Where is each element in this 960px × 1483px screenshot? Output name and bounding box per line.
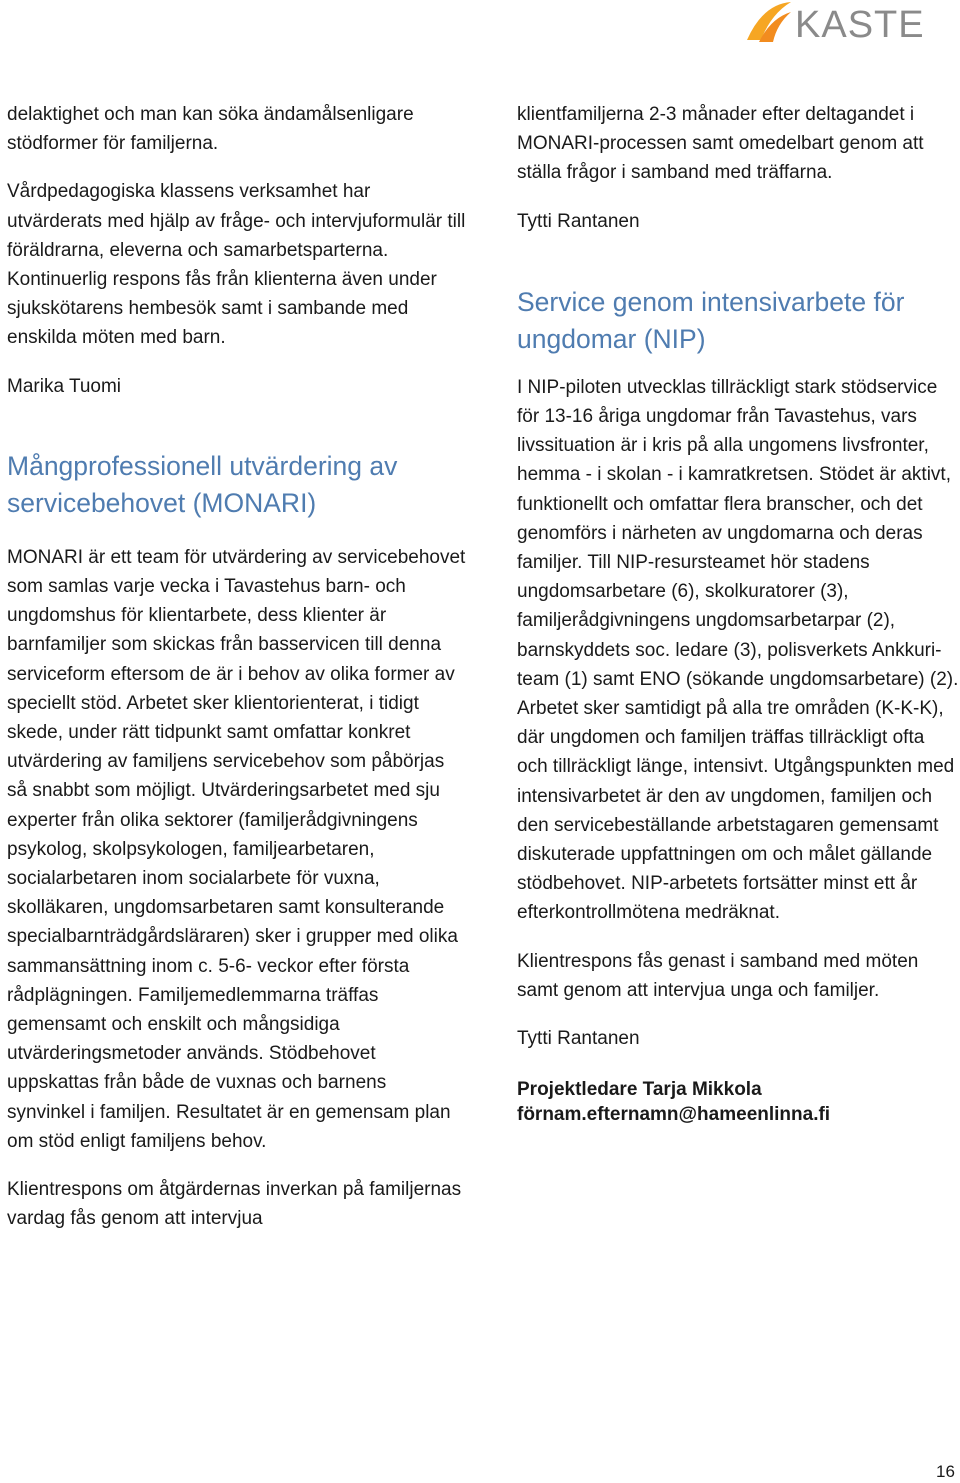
right-author-2: Tytti Rantanen: [517, 1028, 640, 1050]
left-paragraph-4: Klientrespons om åtgärdernas inverkan på familjernas vardag fås genom att intervjua: [7, 1179, 462, 1230]
contact-email: förnam.efternamn@hameenlinna.fi: [517, 1104, 831, 1126]
logo-text: KASTE: [795, 4, 925, 46]
left-author: Marika Tuomi: [7, 375, 122, 397]
contact-name: Projektledare Tarja Mikkola: [517, 1079, 762, 1101]
nip-paragraph: I NIP-piloten utvecklas tillräckligt stark stödservice för 13-16 åriga ungdomar från Tavastehus, vars livssituation är i kris på alla ungomens livsfronter, hemma - i skolan - i kamratkretsen. Stödet är aktivt, funktionellt och omfattar flera branscher, och det genomförs i närheten av ungdomarna och deras familjer. Till NIP-resursteamet hör stadens ungdomsarbetare (6), skolkuratorer (3), familjerådgivningens ungdomsarbetarpar (2), barnskyddets soc. ledare (3), polisverkets Ankkuri-team (1) samt ENO (sökande ungdomsarbetare) (2). Arbetet sker samtidigt på alla tre områden (K-K-K), där ungdomen och familjen träffas tillräckligt ofta och tillräckligt länge, intensivt. Utgångspunkten med intensivarbetet är den av ungdomen, familjen och den servicebeställande arbetstagaren gemensamt diskuterade uppfattningen om och målet gällande stödbehovet. NIP-arbetets fortsätter minst ett år efterkontrollmötena medräknat.: [517, 376, 959, 924]
right-paragraph-3: Klientrespons fås genast i samband med möten samt genom att intervjua unga och familjer.: [517, 950, 919, 1001]
monari-paragraph: MONARI är ett team för utvärdering av servicebehovet som samlas varje vecka i Tavastehus barn- och ungdomshus för klientarbete, dess klienter är barnfamiljer som skickas från basservicen till denna serviceform eftersom de är i behov av olika former av speciellt stöd. Arbetet sker klientorienterat, i tidigt skede, under rätt tidpunkt samt omfattar konkret utvärdering av familjens servicebehov som påbörjas så snabbt som möjligt. Utvärderingsarbetet med sju experter från olika sektorer (familjerådgivningens psykolog, skolpsykologen, familjearbetaren, socialarbetaren inom socialarbete för vuxna, skolläkaren, ungdomsarbetaren samt konsulterande specialbarnträdgårdsläraren) sker i grupper med olika sammansättning inom c. 5-6- veckor efter första rådplägningen. Familjemedlemmarna träffas gemensamt och enskilt och mångsidiga utvärderingsmetoder används. Stödbehovet uppskattas från både de vuxnas och barnens synvinkel i familjen. Resultatet är en gemensam plan om stöd enligt familjens behov.: [7, 546, 466, 1152]
left-paragraph-1: delaktighet och man kan söka ändamålsenligare stödformer för familjerna.: [7, 104, 414, 155]
page-number: 16: [936, 1462, 955, 1481]
right-paragraph-1: klientfamiljerna 2-3 månader efter deltagandet i MONARI-processen samt omedelbart genom att ställa frågor i samband med träffarna.: [517, 104, 924, 184]
left-paragraph-2: Vårdpedagogiska klassens verksamhet har utvärderats med hjälp av fråge- och intervjuformulär till föräldrarna, eleverna och samarbetsparterna. Kontinuerlig respons fås från klienterna även under sjukskötarens hembesök samt i sambande med enskilda möten med barn.: [7, 181, 466, 349]
left-column: [7, 100, 467, 1234]
kaste-logo-icon: [745, 0, 793, 44]
nip-heading: Service genom intensivarbete för ungdomar (NIP): [517, 286, 905, 354]
right-column: [517, 100, 960, 1127]
right-author-1: Tytti Rantanen: [517, 210, 640, 232]
monari-heading: Mångprofessionell utvärdering av servicebehovet (MONARI): [7, 450, 398, 518]
kaste-logo: [745, 0, 955, 44]
